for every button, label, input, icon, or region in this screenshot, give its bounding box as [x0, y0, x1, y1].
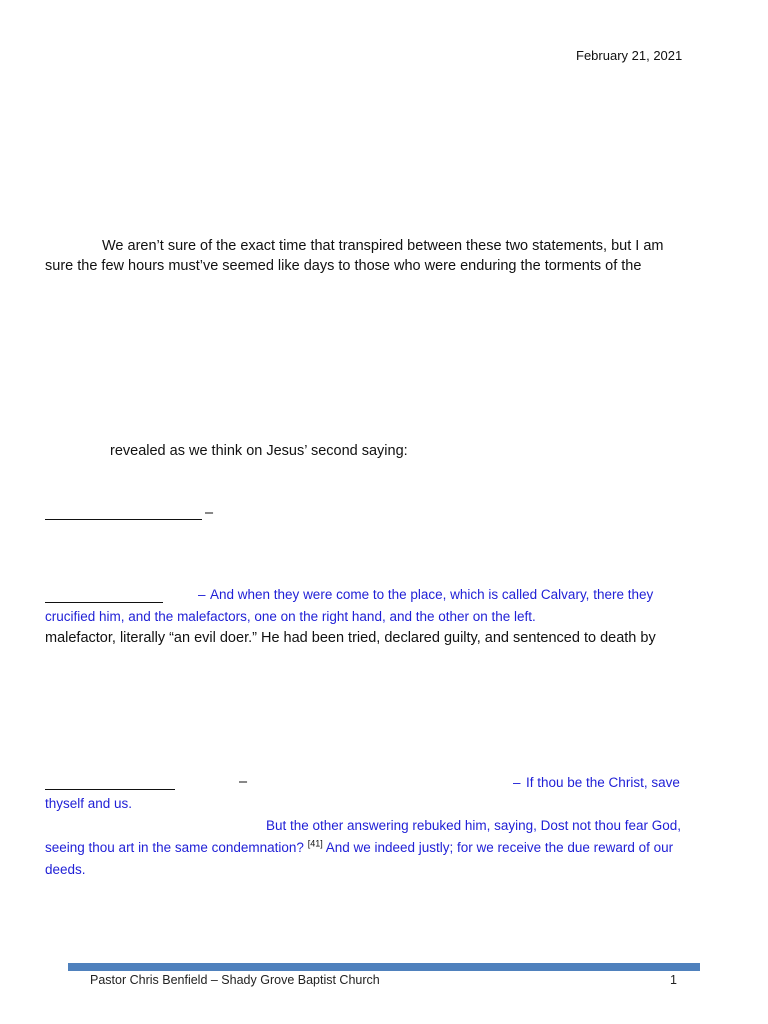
paragraph-malefactor-line: malefactor, literally “an evil doer.” He had been tried, declared guilty, and sentenced to death by: [45, 630, 656, 646]
scripture-dash-3: –: [513, 775, 521, 790]
footer-author-church: Pastor Chris Benfield – Shady Grove Baptist Church: [90, 973, 380, 987]
scripture-verse-rebuke-line-1: But the other answering rebuked him, saying, Dost not thou fear God,: [266, 818, 681, 833]
paragraph-1-line-2: sure the few hours must’ve seemed like days to those who were enduring the torments of the: [45, 258, 642, 274]
heading-underline-3: [45, 789, 175, 790]
heading-dash-1: –: [205, 505, 214, 521]
scripture-verse-save-line-2: thyself and us.: [45, 796, 133, 811]
document-date: February 21, 2021: [576, 48, 683, 63]
heading-underline-2: [45, 602, 163, 603]
scripture-verse-rebuke-line-2-cont: And we indeed justly; for we receive the due reward of our: [325, 840, 674, 855]
scripture-verse-calvary-line-2: crucified him, and the malefactors, one on the right hand, and the other on the left.: [45, 609, 536, 624]
heading-dash-3: –: [239, 774, 248, 790]
scripture-verse-save-line-1: If thou be the Christ, save: [526, 775, 680, 790]
paragraph-2-line-1: revealed as we think on Jesus’ second saying:: [110, 443, 408, 459]
scripture-dash-2: –: [198, 587, 206, 602]
paragraph-1-line-1: We aren’t sure of the exact time that transpired between these two statements, but I am: [102, 238, 664, 254]
scripture-verse-calvary-line-1: And when they were come to the place, which is called Calvary, there they: [210, 587, 654, 602]
footer-page-number: 1: [670, 973, 677, 987]
scripture-verse-rebuke-line-3: deeds.: [45, 862, 86, 877]
scripture-verse-rebuke-line-2-start: seeing thou art in the same condemnation?: [45, 840, 304, 855]
footer-bar: [68, 963, 700, 971]
verse-number-marker: [41]: [307, 838, 323, 849]
heading-underline-1: [45, 519, 202, 520]
scripture-verse-rebuke-line-2: [45, 840, 673, 855]
